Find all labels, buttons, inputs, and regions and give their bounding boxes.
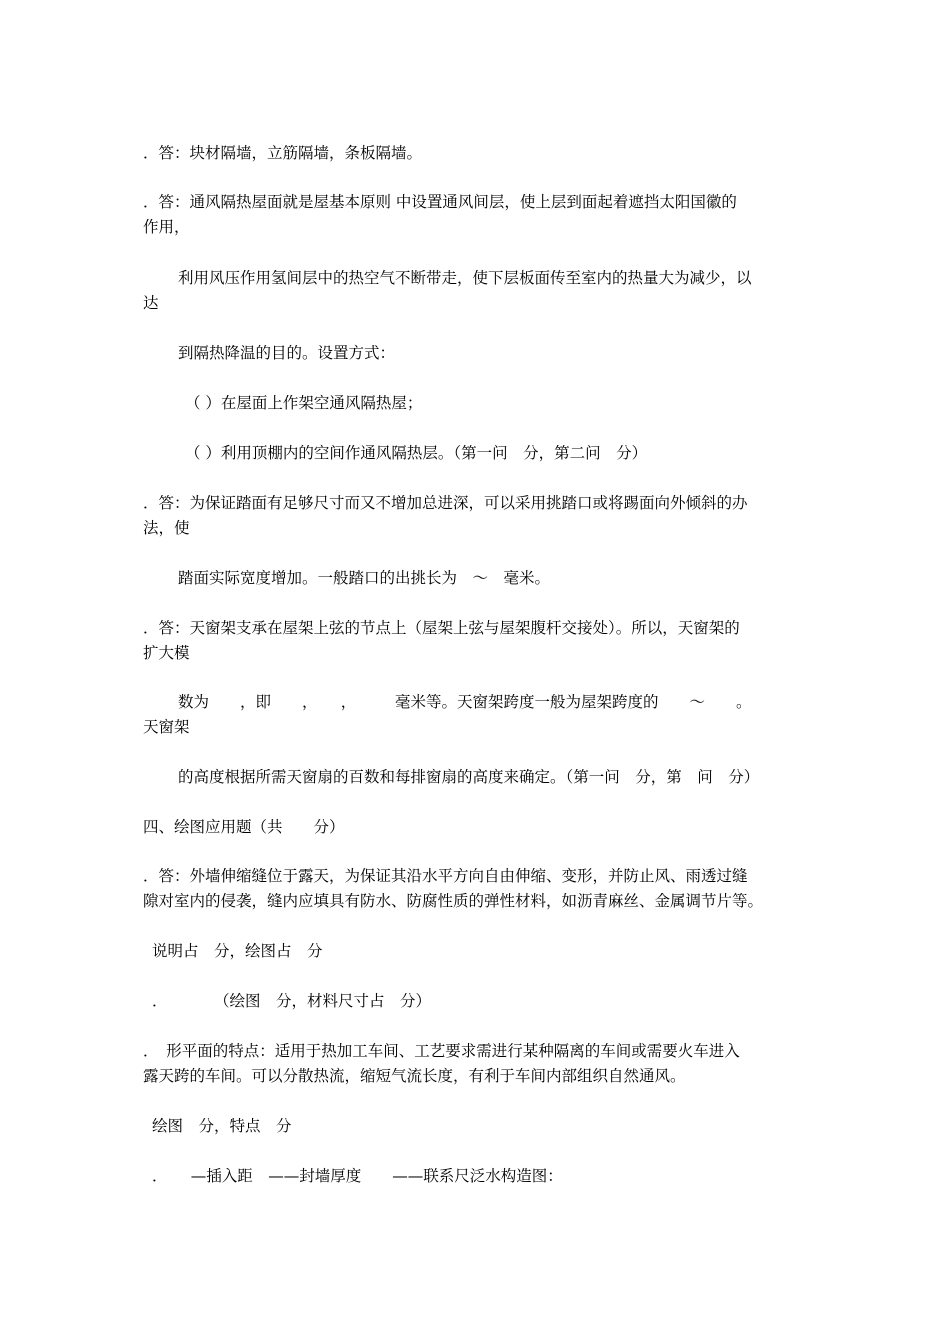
drawing-answer-3-scoring: 绘图 分，特点 分 xyxy=(152,1117,292,1135)
answer-4-line-4: 天窗架 xyxy=(143,718,190,736)
section-heading: 四、绘图应用题（共 分） xyxy=(143,818,345,836)
drawing-answer-4: ． —插入距 ——封墙厚度 ——联系尺泛水构造图： xyxy=(152,1167,563,1185)
drawing-answer-1-scoring: 说明占 分，绘图占 分 xyxy=(152,942,323,960)
answer-2-line-5: 到隔热降温的目的。设置方式： xyxy=(178,344,396,362)
answer-3-line-1: ．答：为保证踏面有足够尺寸而又不增加总进深，可以采用挑踏口或将踢面向外倾斜的办 xyxy=(143,494,748,512)
answer-2-line-1: ．答：通风隔热屋面就是屋基本原则 中设置通风间层，使上层到面起着遮挡太阳国徽的 xyxy=(143,193,737,211)
answer-4-line-3: 数为 ，即 ， ， 毫米等。天窗架跨度一般为屋架跨度的 ～ 。 xyxy=(178,693,752,711)
answer-2-line-3: 利用风压作用氢间层中的热空气不断带走，使下层板面传至室内的热量大为减少，以 xyxy=(178,269,752,287)
drawing-answer-3-line-1: ． 形平面的特点：适用于热加工车间、工艺要求需进行某种隔离的车间或需要火车进入 xyxy=(143,1042,740,1060)
drawing-answer-3-line-2: 露天跨的车间。可以分散热流，缩短气流长度，有利于车间内部组织自然通风。 xyxy=(143,1067,686,1085)
answer-2-line-2: 作用， xyxy=(143,218,190,236)
answer-1-line: ．答：块材隔墙，立筋隔墙，条板隔墙。 xyxy=(143,144,423,162)
answer-2-line-4: 达 xyxy=(143,294,159,312)
answer-3-line-3: 踏面实际宽度增加。一般踏口的出挑长为 ～ 毫米。 xyxy=(178,569,551,587)
drawing-answer-1-line-1: ．答：外墙伸缩缝位于露天，为保证其沿水平方向自由伸缩、变形，并防止风、雨透过缝 xyxy=(143,867,748,885)
answer-2-method-1: （ ）在屋面上作架空通风隔热屋； xyxy=(185,394,423,412)
answer-4-line-1: ．答：天窗架支承在屋架上弦的节点上（屋架上弦与屋架腹杆交接处）。所以，天窗架的 xyxy=(143,619,740,637)
answer-4-line-2: 扩大模 xyxy=(143,644,190,662)
answer-4-line-5: 的高度根据所需天窗扇的百数和每排窗扇的高度来确定。（第一问 分，第 问 分） xyxy=(178,768,760,786)
drawing-answer-2: ． （绘图 分，材料尺寸占 分） xyxy=(152,992,432,1010)
answer-3-line-2: 法，使 xyxy=(143,519,190,537)
answer-2-method-2: （ ）利用顶棚内的空间作通风隔热层。（第一问 分，第二问 分） xyxy=(185,444,648,462)
drawing-answer-1-line-2: 隙对室内的侵袭，缝内应填具有防水、防腐性质的弹性材料，如沥青麻丝、金属调节片等。 xyxy=(143,892,764,910)
